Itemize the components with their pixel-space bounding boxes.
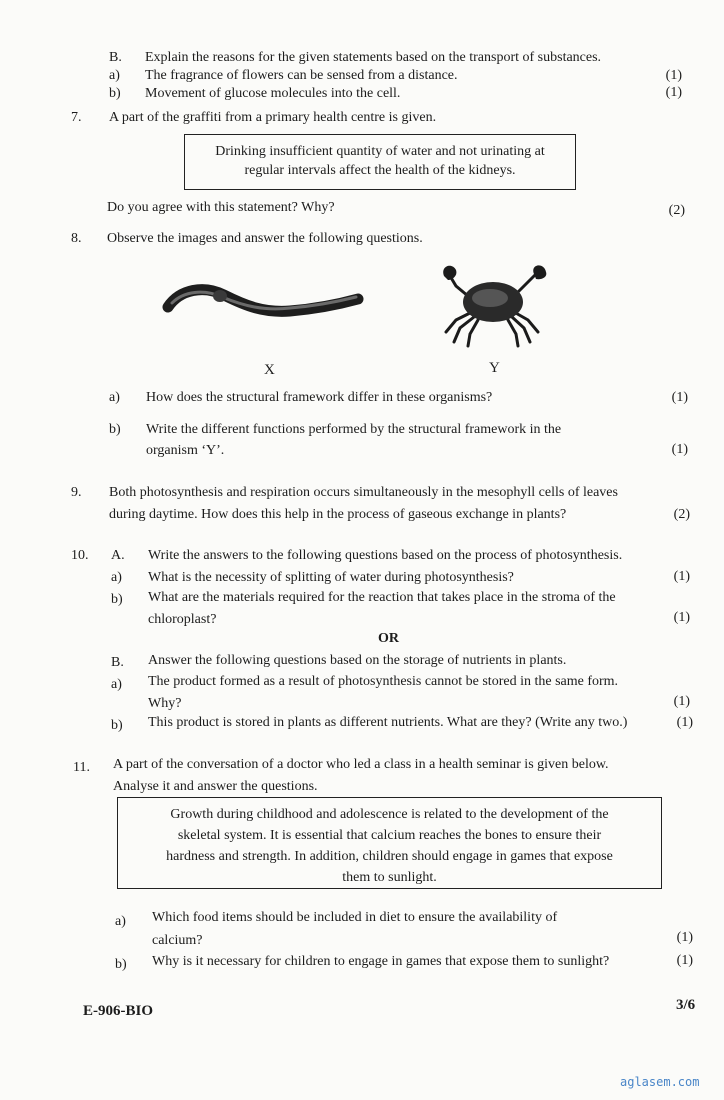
q6b-b-label: b) — [109, 86, 121, 101]
q9-number: 9. — [71, 485, 82, 500]
q6b-b-marks: (1) — [665, 85, 682, 100]
q11-conversation-box — [117, 797, 662, 889]
label-y: Y — [489, 360, 500, 376]
q7-box-line-1: Drinking insufficient quantity of water and not urinating at — [215, 144, 545, 159]
q10b-a-marks: (1) — [673, 694, 690, 709]
q7-number: 7. — [71, 110, 82, 125]
q10a-label: A. — [111, 548, 125, 563]
crab-image — [438, 262, 550, 350]
q10a-b-line-1: What are the materials required for the reaction that takes place in the stroma of the — [148, 590, 616, 605]
q6b-instruction: Explain the reasons for the given statements based on the transport of substances. — [145, 50, 602, 65]
q6b-a-marks: (1) — [665, 68, 682, 83]
watermark: aglasem.com — [620, 1075, 700, 1089]
q11-box-line-2: skeletal system. It is essential that calcium reaches the bones to ensure their — [177, 828, 602, 843]
q9-marks: (2) — [673, 507, 690, 522]
q10a-a-text: What is the necessity of splitting of water during photosynthesis? — [148, 570, 514, 585]
q8-text: Observe the images and answer the following questions. — [107, 231, 423, 246]
q10b-label: B. — [111, 655, 124, 670]
q11-a-line-1: Which food items should be included in diet to ensure the availability of — [152, 910, 558, 925]
q11-b-label: b) — [115, 957, 127, 972]
q11-box-line-1: Growth during childhood and adolescence is related to the development of the — [170, 807, 609, 822]
q10b-b-text: This product is stored in plants as different nutrients. What are they? (Write any two.) — [148, 715, 628, 730]
earthworm-image — [160, 275, 365, 335]
q10a-a-label: a) — [111, 570, 122, 585]
q10-number: 10. — [71, 548, 89, 563]
q11-box-line-4: them to sunlight. — [342, 870, 437, 885]
q7-text: A part of the graffiti from a primary health centre is given. — [109, 110, 437, 125]
q8-a-text: How does the structural framework differ in these organisms? — [146, 390, 493, 405]
q7-box-line-2: regular intervals affect the health of the kidneys. — [244, 163, 516, 178]
q10b-a-line-2: Why? — [148, 696, 182, 711]
q11-line-1: A part of the conversation of a doctor who led a class in a health seminar is given below. — [113, 757, 609, 772]
q6b-a-text: The fragrance of flowers can be sensed from a distance. — [145, 68, 458, 83]
q7-question: Do you agree with this statement? Why? — [107, 200, 335, 215]
q10b-b-label: b) — [111, 718, 123, 733]
q7-graffiti-box — [184, 134, 576, 190]
or-divider: OR — [378, 631, 399, 646]
q9-line-2: during daytime. How does this help in the process of gaseous exchange in plants? — [109, 507, 567, 522]
q10a-b-line-2: chloroplast? — [148, 612, 217, 627]
paper-code: E-906-BIO — [83, 1003, 154, 1019]
q11-line-2: Analyse it and answer the questions. — [113, 779, 318, 794]
q10b-a-label: a) — [111, 677, 122, 692]
q11-number: 11. — [73, 760, 90, 775]
q11-b-text: Why is it necessary for children to engage in games that expose them to sunlight? — [152, 954, 610, 969]
q10b-a-line-1: The product formed as a result of photosynthesis cannot be stored in the same form. — [148, 674, 619, 689]
q10a-b-label: b) — [111, 592, 123, 607]
q11-box-line-3: hardness and strength. In addition, children should engage in games that expose — [166, 849, 613, 864]
q10a-a-marks: (1) — [673, 569, 690, 584]
q10b-b-marks: (1) — [676, 715, 693, 730]
q6b-label: B. — [109, 50, 122, 65]
page-number: 3/6 — [676, 997, 696, 1013]
q8-a-label: a) — [109, 390, 120, 405]
q10b-instruction: Answer the following questions based on the storage of nutrients in plants. — [148, 653, 567, 668]
q8-number: 8. — [71, 231, 82, 246]
q7-marks: (2) — [668, 203, 685, 218]
q11-b-marks: (1) — [676, 953, 693, 968]
q8-b-line-1: Write the different functions performed by the structural framework in the — [146, 422, 562, 437]
q10a-b-marks: (1) — [673, 610, 690, 625]
q10a-instruction: Write the answers to the following questions based on the process of photosynthesis. — [148, 548, 623, 563]
q8-a-marks: (1) — [671, 390, 688, 405]
q8-b-marks: (1) — [671, 442, 688, 457]
q8-b-line-2: organism ‘Y’. — [146, 443, 225, 458]
label-x: X — [264, 362, 275, 378]
q11-a-label: a) — [115, 914, 126, 929]
q6b-b-text: Movement of glucose molecules into the cell. — [145, 86, 401, 101]
q9-line-1: Both photosynthesis and respiration occurs simultaneously in the mesophyll cells of leaves — [109, 485, 618, 500]
q11-a-marks: (1) — [676, 930, 693, 945]
q11-a-line-2: calcium? — [152, 933, 203, 948]
q6b-a-label: a) — [109, 68, 120, 83]
q8-b-label: b) — [109, 422, 121, 437]
